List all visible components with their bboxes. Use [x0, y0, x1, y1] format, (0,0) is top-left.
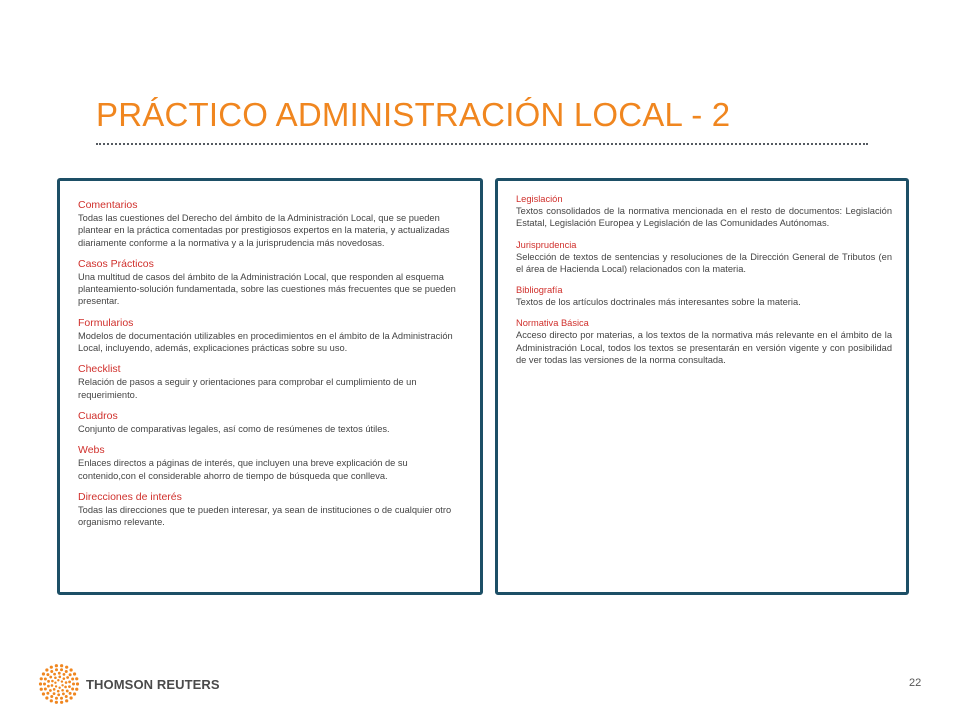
logo-dot: [55, 701, 58, 704]
thomson-reuters-logo: [38, 663, 220, 705]
section-checklist: [78, 363, 466, 401]
logo-dot: [58, 676, 61, 679]
logo-dot: [40, 677, 43, 680]
logo-dot: [53, 688, 56, 691]
section-text: Modelos de documentación utilizables en procedimientos en el ámbito de la Administración Local, incluyendo, además, explicaciones prácticas sobre su uso.: [78, 330, 453, 354]
logo-dot: [57, 693, 60, 696]
logo-dot: [65, 666, 68, 669]
section-title: Formularios: [78, 316, 134, 329]
logo-dot: [61, 680, 63, 682]
section-bibliografia: [516, 284, 892, 308]
logo-dot: [58, 672, 61, 675]
logo-dot: [50, 666, 53, 669]
section-title: Normativa Básica: [516, 318, 589, 329]
logo-dot: [46, 673, 49, 676]
section-text: Selección de textos de sentencias y resoluciones de la Dirección General de Tributos (en el área de Hacienda Local) relacionados con la materia.: [516, 251, 892, 274]
logo-dot: [57, 679, 59, 681]
logo-dot: [65, 699, 68, 702]
section-title: Legislación: [516, 194, 563, 204]
section-title: Webs: [78, 444, 105, 457]
section-formularios: [78, 317, 466, 355]
logo-dot: [55, 668, 58, 671]
logo-dot: [76, 682, 79, 685]
logo-dot: [45, 668, 48, 671]
title-divider: [96, 143, 868, 145]
section-cuadros: [78, 410, 466, 435]
logo-dot: [61, 689, 64, 692]
logo-dot: [51, 684, 54, 687]
logo-dot: [42, 672, 45, 675]
section-text: Relación de pasos a seguir y orientaciones para comprobar el cumplimiento de un requerimiento.: [78, 377, 417, 400]
logo-dot: [60, 701, 63, 704]
logo-dot: [62, 692, 65, 695]
logo-dot: [58, 687, 60, 689]
logo-dot: [55, 685, 57, 687]
logo-dot: [47, 685, 50, 688]
logo-dot: [73, 692, 76, 695]
section-direcciones: [78, 491, 466, 529]
logo-dot: [65, 695, 68, 698]
page-number: 22: [909, 677, 922, 689]
logo-dot: [61, 684, 63, 686]
logo-dot: [71, 678, 74, 681]
logo-dot: [55, 664, 58, 667]
logo-dot: [72, 683, 75, 686]
logo-dot: [43, 682, 46, 685]
logo-dot: [65, 681, 68, 684]
logo-dot: [66, 676, 69, 679]
section-jurisprudencia: [516, 239, 892, 276]
logo-dot: [40, 688, 43, 691]
section-text: Conjunto de comparativas legales, así como de resúmenes de textos útiles.: [78, 423, 390, 434]
logo-dot: [64, 686, 67, 689]
logo-dot: [49, 676, 52, 679]
section-title: Jurisprudencia: [516, 239, 577, 250]
section-legislacion: [516, 193, 892, 230]
logo-dot: [54, 676, 57, 679]
logo-dot: [73, 672, 76, 675]
logo-dot: [63, 677, 66, 680]
logo-dot: [66, 690, 69, 693]
logo-dot: [53, 673, 56, 676]
section-title: Direcciones de interés: [78, 490, 182, 503]
logo-dot: [60, 668, 63, 671]
section-title: Cuadros: [78, 409, 118, 422]
section-text: Todas las cuestiones del Derecho del ámbito de la Administración Local, que se pueden plantear en la práctica comentadas por prestigiosos expertos en la materia, y actualizadas diariamente conforme a la normativa y a la jurisprudencia más novedosas.: [78, 213, 450, 248]
section-title: Checklist: [78, 363, 121, 376]
section-title: Comentarios: [78, 199, 138, 211]
slide-title: PRÁCTICO ADMINISTRACIÓN LOCAL - 2: [96, 96, 731, 133]
logo-dot: [45, 696, 48, 699]
logo-dot: [60, 664, 63, 667]
logo-dot: [57, 690, 60, 693]
section-comentarios: [78, 199, 466, 249]
logo-dot: [69, 692, 72, 695]
logo-dot: [44, 687, 47, 690]
logo-dot: [70, 696, 73, 699]
right-content-panel: [495, 178, 909, 595]
section-text: Todas las direcciones que te pueden interesar, ya sean de instituciones o de cualquier otro organismo relevante.: [78, 504, 452, 528]
logo-dot: [54, 681, 56, 683]
logo-dot: [39, 682, 42, 685]
logo-dot: [68, 685, 71, 688]
logo-dot: [69, 673, 72, 676]
section-normativa-basica: [516, 317, 892, 366]
thomson-reuters-dot-circle-logo-icon: [38, 663, 80, 705]
logo-dot: [63, 673, 66, 676]
section-text: Textos consolidados de la normativa mencionada en el resto de documentos: Legislación Estatal, Legislación Europea y Legislación de las Comunidades Autónomas.: [516, 206, 892, 229]
section-text: Acceso directo por materias, a los textos de la normativa más relevante en el ámbito de la Administración Local, todos los textos se presentarán en versión vigente y con posibilidad de ver todas las versiones de la norma consultada.: [516, 330, 892, 366]
logo-dot: [68, 680, 71, 683]
logo-dot: [50, 670, 53, 673]
logo-dot: [75, 688, 78, 691]
section-text: Una multitud de casos del ámbito de la Administración Local, que responden al esquema planteamiento-solución fundamentada, sobre las cuestiones más frecuentes que se pueden presentar.: [78, 271, 456, 307]
section-title: Bibliografía: [516, 285, 563, 296]
logo-dot: [47, 680, 50, 683]
logo-dot: [55, 697, 58, 700]
logo-dot: [70, 668, 73, 671]
section-text: Enlaces directos a páginas de interés, que incluyen una breve explicación de su contenido,con el considerable ahorro de tiempo de búsqueda que conlleva.: [78, 458, 408, 481]
logo-dot: [71, 687, 74, 690]
logo-dot: [42, 692, 45, 695]
section-title: Casos Prácticos: [78, 257, 154, 270]
section-casos-practicos: [78, 258, 466, 308]
logo-dot: [60, 697, 63, 700]
logo-dot: [75, 677, 78, 680]
logo-dot: [50, 699, 53, 702]
left-content-panel: [57, 178, 483, 595]
logo-dot: [44, 678, 47, 681]
logo-dot: [65, 670, 68, 673]
logo-text: THOMSON REUTERS: [86, 676, 220, 692]
section-text: Textos de los artículos doctrinales más interesantes sobre la materia.: [516, 297, 801, 308]
section-webs: [78, 444, 466, 482]
logo-dot: [46, 692, 49, 695]
logo-dot: [51, 680, 54, 683]
logo-dot: [53, 692, 56, 695]
logo-dot: [49, 689, 52, 692]
logo-dot: [50, 695, 53, 698]
